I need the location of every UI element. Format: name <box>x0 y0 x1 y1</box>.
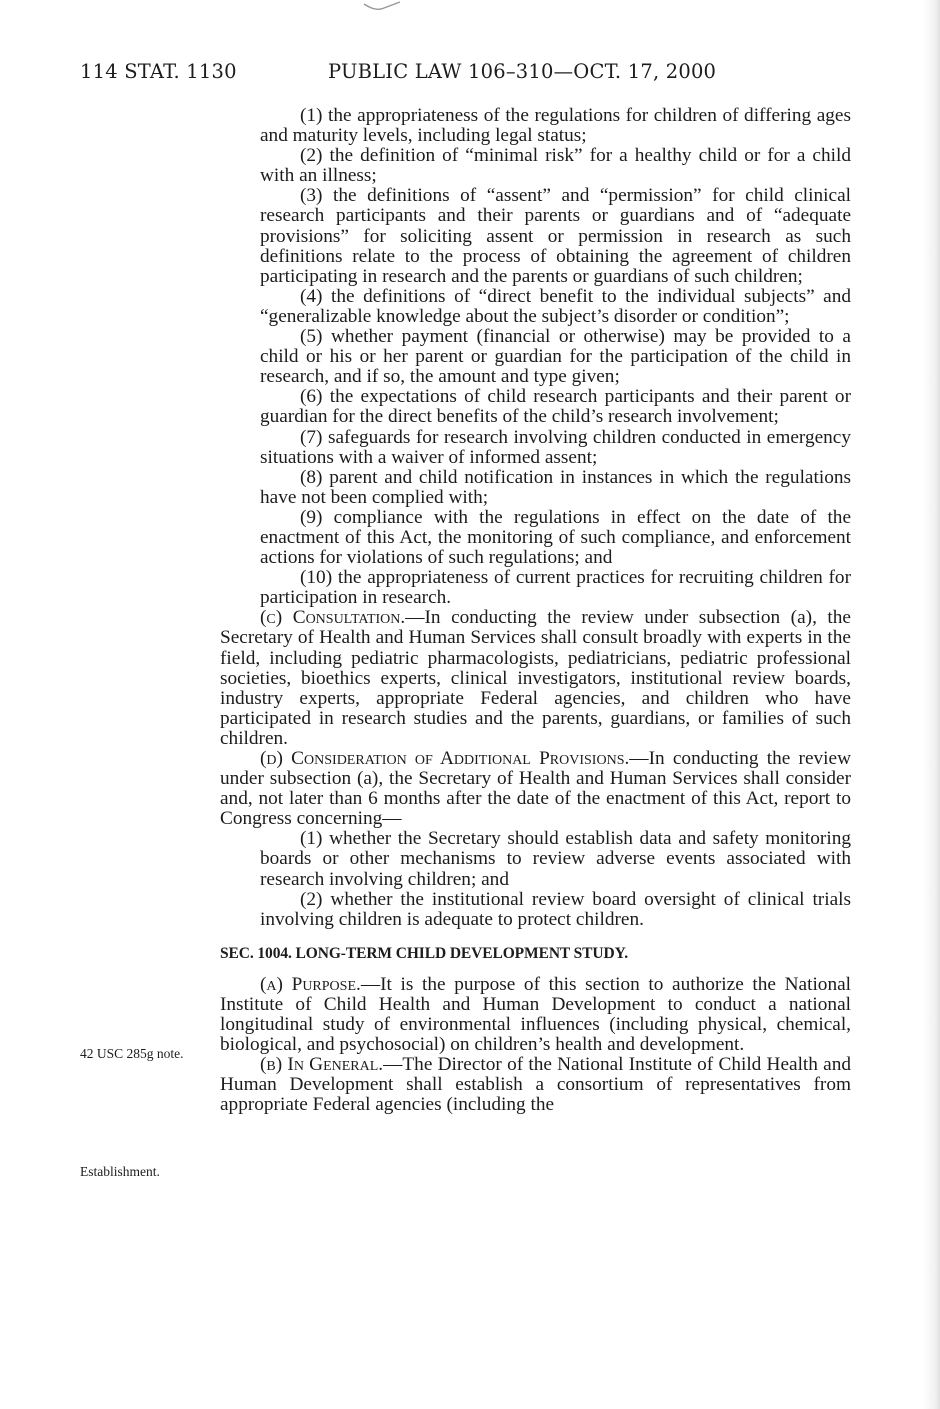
list-item: (1) the appropriateness of the regulations for children of differing ages and maturity levels, including legal status; <box>260 105 851 147</box>
page-edge-shadow <box>922 0 940 1409</box>
stat-page-number: 114 STAT. 1130 <box>80 60 237 83</box>
section-heading: SEC. 1004. LONG-TERM CHILD DEVELOPMENT STUDY. <box>220 944 629 962</box>
law-body-text <box>220 106 851 1116</box>
list-item: (2) whether the institutional review board oversight of clinical trials involving children is adequate to protect children. <box>260 888 851 930</box>
scan-mark <box>362 0 402 14</box>
subsection-consideration <box>220 749 851 829</box>
list-item: (10) the appropriateness of current practices for recruiting children for participation in research. <box>260 567 851 609</box>
subsection-text: It is the purpose of this section to authorize the National Institute of Child Health and Human Development to conduct a national longitudinal study of environmental influences (including physical, chemical, biological, and psychosocial) on children’s health and development. <box>220 973 851 1056</box>
subsection-in-general <box>220 1055 851 1115</box>
subsection-text: In conducting the review under subsection (a), the Secretary of Health and Human Services shall consider and, not later than 6 months after the date of the enactment of this Act, report to Congress concerning— <box>220 748 851 830</box>
list-item: (9) compliance with the regulations in effect on the date of the enactment of this Act, the monitoring of such compliance, and enforcement actions for violations of such regulations; and <box>260 506 851 569</box>
subsection-heading: (b) In General.— <box>260 1054 403 1076</box>
list-item: (5) whether payment (financial or otherwise) may be provided to a child or his or her parent or guardian for the participation of the child in research, and if so, the amount and type given; <box>260 326 851 388</box>
list-item: (6) the expectations of child research participants and their parent or guardian for the direct benefits of the child’s research involvement; <box>260 386 851 428</box>
subsection-text: In conducting the review under subsection (a), the Secretary of Health and Human Services shall consult broadly with experts in the field, including pediatric pharmacologists, pediatricians, pediatric professional societies, bioethics experts, clinical investigators, institutional review boards, industry experts, appropriate Federal agencies, and children who have participated in research studies and the parents, guardians, or families of such children. <box>220 607 851 749</box>
margin-note-usc: 42 USC 285g note. <box>80 1046 184 1061</box>
subsection-purpose <box>220 975 851 1055</box>
subsection-heading: (c) Consultation.— <box>260 607 425 629</box>
public-law-title: PUBLIC LAW 106–310—OCT. 17, 2000 <box>328 60 717 83</box>
list-item: (2) the definition of “minimal risk” for a healthy child or for a child with an illness; <box>260 145 851 187</box>
margin-note-establishment: Establishment. <box>80 1164 160 1179</box>
list-item: (1) whether the Secretary should establish data and safety monitoring boards or other mechanisms to review adverse events associated with research involving children; and <box>260 828 851 890</box>
list-item: (7) safeguards for research involving children conducted in emergency situations with a waiver of informed assent; <box>260 426 851 468</box>
list-item: (3) the definitions of “assent” and “permission” for child clinical research participants and their parents or guardians and of “adequate provisions” for soliciting assent or permission in research as such definitions relate to the process of obtaining the agreement of children participating in research and the parents or guardians of such children; <box>260 185 851 287</box>
subsection-heading: (a) Purpose.— <box>260 973 381 995</box>
list-item: (4) the definitions of “direct benefit to the individual subjects” and “generalizable knowledge about the subject’s disorder or condition”; <box>260 285 851 327</box>
subsection-consultation <box>220 608 851 749</box>
subsection-text: The Director of the National Institute of Child Health and Human Development shall establish a consortium of representatives from appropriate Federal agencies (including the <box>220 1054 851 1116</box>
list-item: (8) parent and child notification in instances in which the regulations have not been complied with; <box>260 466 851 508</box>
subsection-heading: (d) Consideration of Additional Provisions.— <box>260 748 649 769</box>
